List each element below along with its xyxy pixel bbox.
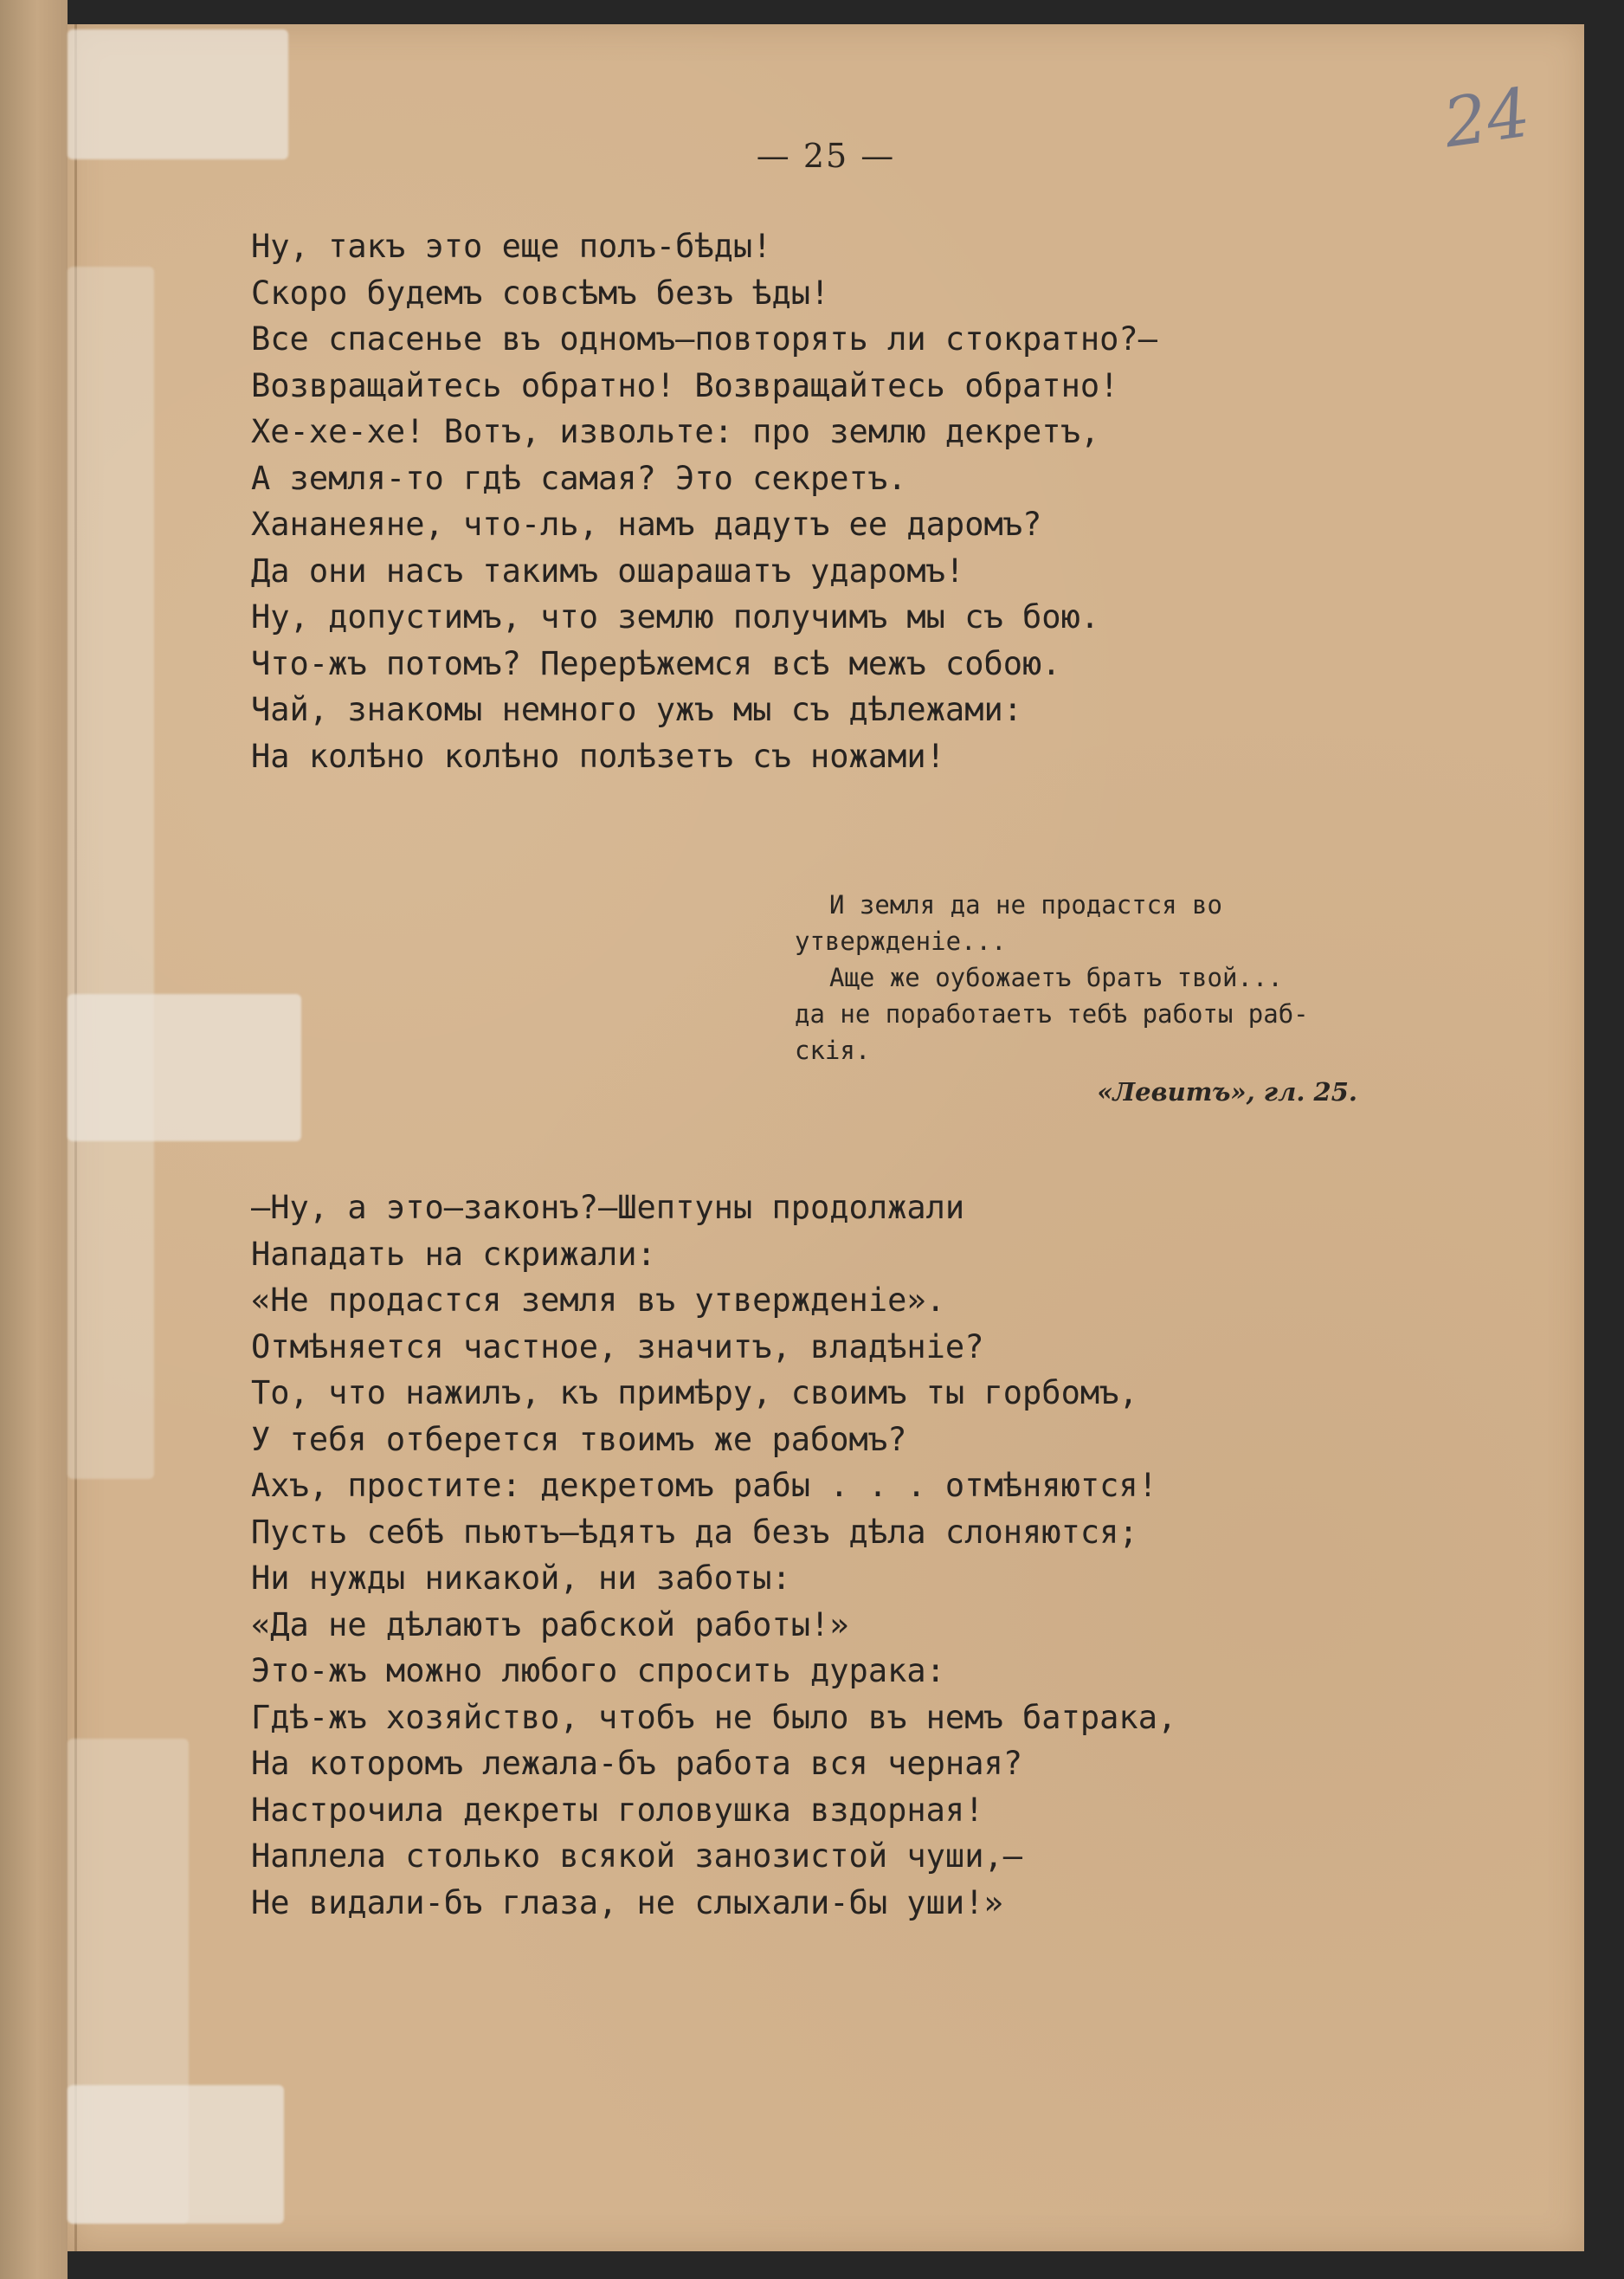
verse-line: Чай, знакомы немного ужъ мы съ дѣлежами: [251, 691, 1023, 728]
verse-line: Возвращайтесь обратно! Возвращайтесь обратно! [251, 366, 1119, 404]
verse-line: То, что нажилъ, къ примѣру, своимъ ты горбомъ, [251, 1374, 1138, 1411]
verse-line: Ни нужды никакой, ни заботы: [251, 1559, 791, 1597]
verse-line: —Ну, а это—законъ?—Шептуны продолжали [251, 1189, 965, 1226]
verse-stanza-second [251, 1185, 1176, 1926]
repair-tape [68, 994, 301, 1141]
verse-line: Настрочила декреты головушка вздорная! [251, 1791, 984, 1829]
verse-line: Пусть себѣ пьютъ—ѣдятъ да безъ дѣла слоняются; [251, 1513, 1138, 1551]
verse-line: У тебя отберется твоимъ же рабомъ? [251, 1420, 907, 1458]
epigraph-line: да не поработаетъ тебѣ работы раб- [795, 999, 1309, 1029]
handwritten-archive-number: 24 [1439, 74, 1536, 164]
verse-stanza-first [251, 223, 1157, 779]
verse-line: Нападать на скрижали: [251, 1235, 656, 1273]
verse-line: Да они насъ такимъ ошарашатъ ударомъ! [251, 552, 965, 590]
verse-line: На колѣно колѣно полѣзетъ съ ножами! [251, 737, 945, 775]
verse-line: Все спасенье въ одномъ—повторять ли стократно?— [251, 320, 1157, 358]
verse-line: «Не продастся земля въ утвержденіе». [251, 1282, 945, 1319]
repair-tape [68, 2085, 284, 2224]
epigraph-source: «Левитъ», гл. 25. [1097, 1077, 1357, 1107]
epigraph-line: Аще же оубожаетъ братъ твой... [829, 963, 1283, 992]
verse-line: Хе-хе-хе! Вотъ, извольте: про землю декретъ, [251, 413, 1100, 450]
epigraph [795, 887, 1427, 1110]
verse-line: Отмѣняется частное, значитъ, владѣніе? [251, 1327, 984, 1365]
verse-line: Скоро будемъ совсѣмъ безъ ѣды! [251, 274, 830, 312]
epigraph-line: скія. [795, 1036, 871, 1065]
page-number: — 25 — [756, 137, 896, 175]
verse-line: Ну, такъ это еще полъ-бѣды! [251, 228, 772, 265]
book-page [68, 24, 1584, 2251]
verse-line: Что-жъ потомъ? Перерѣжемся всѣ межъ собою. [251, 644, 1061, 682]
epigraph-line: утвержденіе... [795, 926, 1007, 956]
verse-line: Гдѣ-жъ хозяйство, чтобъ не было въ немъ батрака, [251, 1698, 1177, 1736]
verse-line: «Да не дѣлаютъ рабской работы!» [251, 1605, 849, 1643]
verse-line: Ахъ, простите: декретомъ рабы . . . отмѣняются! [251, 1467, 1157, 1504]
verse-line: Это-жъ можно любого спросить дурака: [251, 1652, 945, 1689]
verse-line: Не видали-бъ глаза, не слыхали-бы уши!» [251, 1883, 1003, 1921]
verse-line: Наплела столько всякой занозистой чуши,— [251, 1837, 1023, 1875]
epigraph-line: И земля да не продастся во [829, 890, 1222, 920]
verse-line: Ну, допустимъ, что землю получимъ мы съ бою. [251, 598, 1100, 636]
left-binding-strip [0, 0, 68, 2279]
verse-line: На которомъ лежала-бъ работа вся черная? [251, 1745, 1023, 1782]
repair-tape [68, 267, 154, 1479]
verse-line: Хананеяне, что-ль, намъ дадутъ ее даромъ? [251, 506, 1042, 543]
verse-line: А земля-то гдѣ самая? Это секретъ. [251, 459, 907, 497]
